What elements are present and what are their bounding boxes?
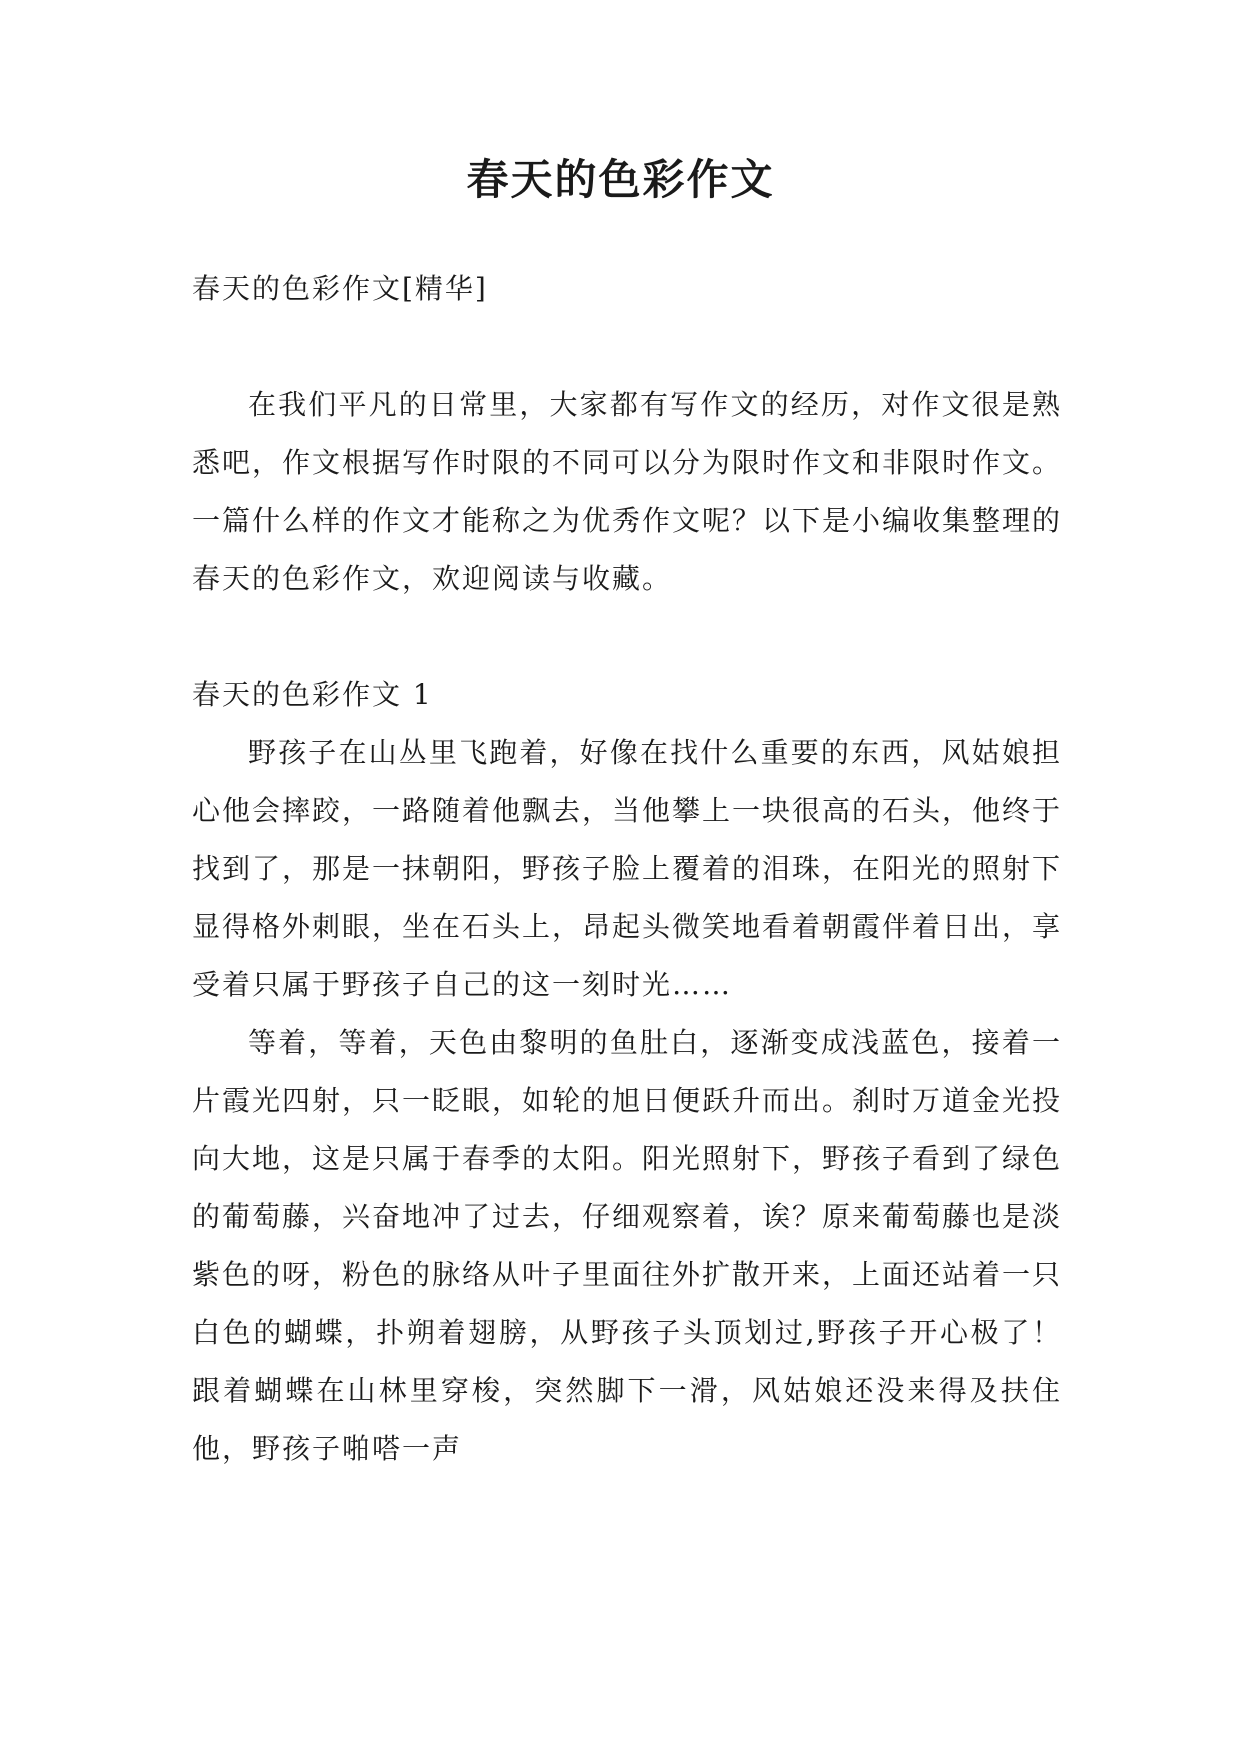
document-subtitle: 春天的色彩作文[精华] bbox=[192, 272, 488, 305]
section-heading: 春天的色彩作文 1 bbox=[192, 678, 433, 711]
document-body bbox=[192, 260, 1062, 1478]
spacer bbox=[192, 608, 1062, 666]
intro-paragraph: 在我们平凡的日常里，大家都有写作文的经历，对作文很是熟悉吧，作文根据写作时限的不同可以分为限时作文和非限时作文。一篇什么样的作文才能称之为优秀作文呢？以下是小编收集整理的春天的色彩作文，欢迎阅读与收藏。 bbox=[192, 388, 1063, 595]
body-paragraph-1: 野孩子在山丛里飞跑着，好像在找什么重要的东西，风姑娘担心他会摔跤，一路随着他飘去，当他攀上一块很高的石头，他终于找到了，那是一抹朝阳，野孩子脸上覆着的泪珠，在阳光的照射下显得格外刺眼，坐在石头上，昂起头微笑地看着朝霞伴着日出，享受着只属于野孩子自己的这一刻时光…… bbox=[192, 736, 1063, 1001]
body-paragraph-2: 等着，等着，天色由黎明的鱼肚白，逐渐变成浅蓝色，接着一片霞光四射，只一眨眼，如轮的旭日便跃升而出。刹时万道金光投向大地，这是只属于春季的太阳。阳光照射下，野孩子看到了绿色的葡萄藤，兴奋地冲了过去，仔细观察着，诶？原来葡萄藤也是淡紫色的呀，粉色的脉络从叶子里面往外扩散开来，上面还站着一只白色的蝴蝶，扑朔着翅膀，从野孩子头顶划过,野孩子开心极了！跟着蝴蝶在山林里穿梭，突然脚下一滑，风姑娘还没来得及扶住他，野孩子啪嗒一声 bbox=[192, 1026, 1063, 1465]
spacer bbox=[192, 318, 1062, 376]
document-title: 春天的色彩作文 bbox=[466, 155, 775, 204]
